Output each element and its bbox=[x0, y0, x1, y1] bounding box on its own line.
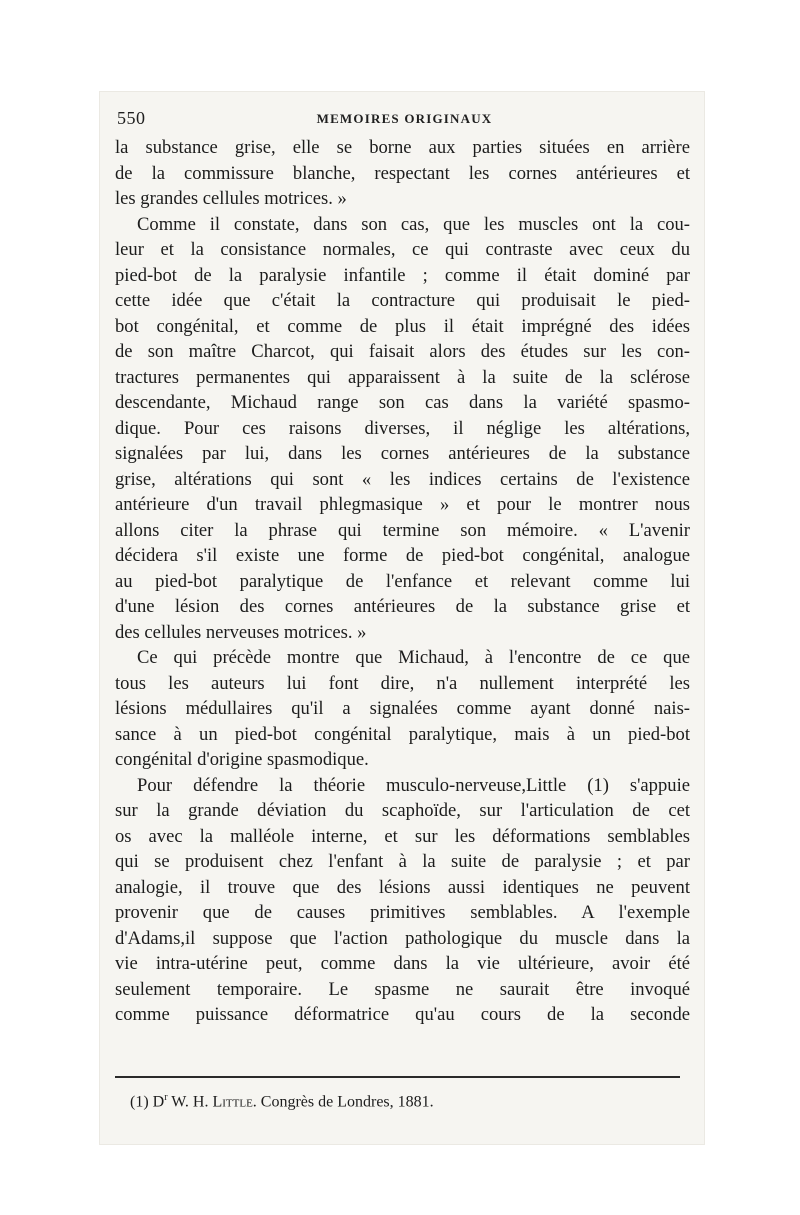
text-line: bot congénital, et comme de plus il était imprégné des idées bbox=[115, 315, 690, 337]
body-text bbox=[115, 135, 690, 1028]
footnote bbox=[130, 1092, 434, 1111]
page-header bbox=[117, 108, 692, 130]
text-line: leur et la consistance normales, ce qui contraste avec ceux du bbox=[115, 239, 690, 260]
text-line: les grandes cellules motrices. » bbox=[115, 188, 347, 209]
text-line: seulement temporaire. Le spasme ne saurait être invoqué bbox=[115, 978, 690, 1000]
text-line: dique. Pour ces raisons diverses, il néglige les altérations, bbox=[115, 417, 690, 439]
text-line: comme puissance déformatrice qu'au cours de la seconde bbox=[115, 1004, 690, 1025]
text-line: Pour défendre la théorie musculo-nerveuse,Little (1) s'appuie bbox=[137, 774, 690, 796]
text-line: congénital d'origine spasmodique. bbox=[115, 749, 369, 770]
text-line: Comme il constate, dans son cas, que les muscles ont la cou- bbox=[137, 213, 690, 235]
text-line: analogie, il trouve que des lésions aussi identiques ne peuvent bbox=[115, 876, 690, 898]
text-line: d'une lésion des cornes antérieures de la substance grise et bbox=[115, 596, 690, 617]
text-line: sur la grande déviation du scaphoïde, sur l'articulation de cet bbox=[115, 800, 690, 821]
text-line: de son maître Charcot, qui faisait alors des études sur les con- bbox=[115, 341, 690, 362]
text-line: des cellules nerveuses motrices. » bbox=[115, 621, 367, 643]
footnote-superscript: r bbox=[164, 1092, 168, 1103]
text-line: grise, altérations qui sont « les indices certains de l'existence bbox=[115, 468, 690, 490]
text-line: signalées par lui, dans les cornes antérieures de la substance bbox=[115, 443, 690, 464]
text-line: tous les auteurs lui font dire, n'a nullement interprété les bbox=[115, 672, 690, 694]
footnote-author-name: Little bbox=[212, 1093, 253, 1111]
text-line: qui se produisent chez l'enfant à la suite de paralysie ; et par bbox=[115, 851, 690, 872]
text-line: descendante, Michaud range son cas dans la variété spasmo- bbox=[115, 392, 690, 413]
footnote-marker: (1) D bbox=[130, 1093, 165, 1111]
text-line: de la commissure blanche, respectant les cornes antérieures et bbox=[115, 162, 690, 184]
text-line: Ce qui précède montre que Michaud, à l'encontre de ce que bbox=[137, 647, 690, 668]
text-line: sance à un pied-bot congénital paralytique, mais à un pied-bot bbox=[115, 723, 690, 745]
text-line: pied-bot de la paralysie infantile ; comme il était dominé par bbox=[115, 264, 690, 286]
text-line: la substance grise, elle se borne aux parties situées en arrière bbox=[115, 137, 690, 158]
text-line: lésions médullaires qu'il a signalées comme ayant donné nais- bbox=[115, 698, 690, 719]
page-sheet bbox=[100, 92, 704, 1144]
text-line: tractures permanentes qui apparaissent à la suite de la sclérose bbox=[115, 366, 690, 388]
footnote-divider bbox=[115, 1076, 680, 1078]
text-line: antérieure d'un travail phlegmasique » et pour le montrer nous bbox=[115, 494, 690, 515]
text-line: au pied-bot paralytique de l'enfance et relevant comme lui bbox=[115, 570, 690, 592]
text-line: allons citer la phrase qui termine son mémoire. « L'avenir bbox=[115, 519, 690, 541]
text-line: décidera s'il existe une forme de pied-bot congénital, analogue bbox=[115, 545, 690, 566]
text-line: provenir que de causes primitives semblables. A l'exemple bbox=[115, 902, 690, 923]
text-line: os avec la malléole interne, et sur les déformations semblables bbox=[115, 825, 690, 847]
text-line: d'Adams,il suppose que l'action pathologique du muscle dans la bbox=[115, 927, 690, 949]
text-line: vie intra-utérine peut, comme dans la vie ultérieure, avoir été bbox=[115, 953, 690, 974]
footnote-author-initials: W. H. bbox=[167, 1093, 213, 1111]
text-line: cette idée que c'était la contracture qui produisait le pied- bbox=[115, 290, 690, 311]
running-title: MEMOIRES ORIGINAUX bbox=[316, 111, 493, 126]
footnote-reference: . Congrès de Londres, 1881. bbox=[252, 1093, 434, 1111]
page-number: 550 bbox=[117, 108, 146, 128]
